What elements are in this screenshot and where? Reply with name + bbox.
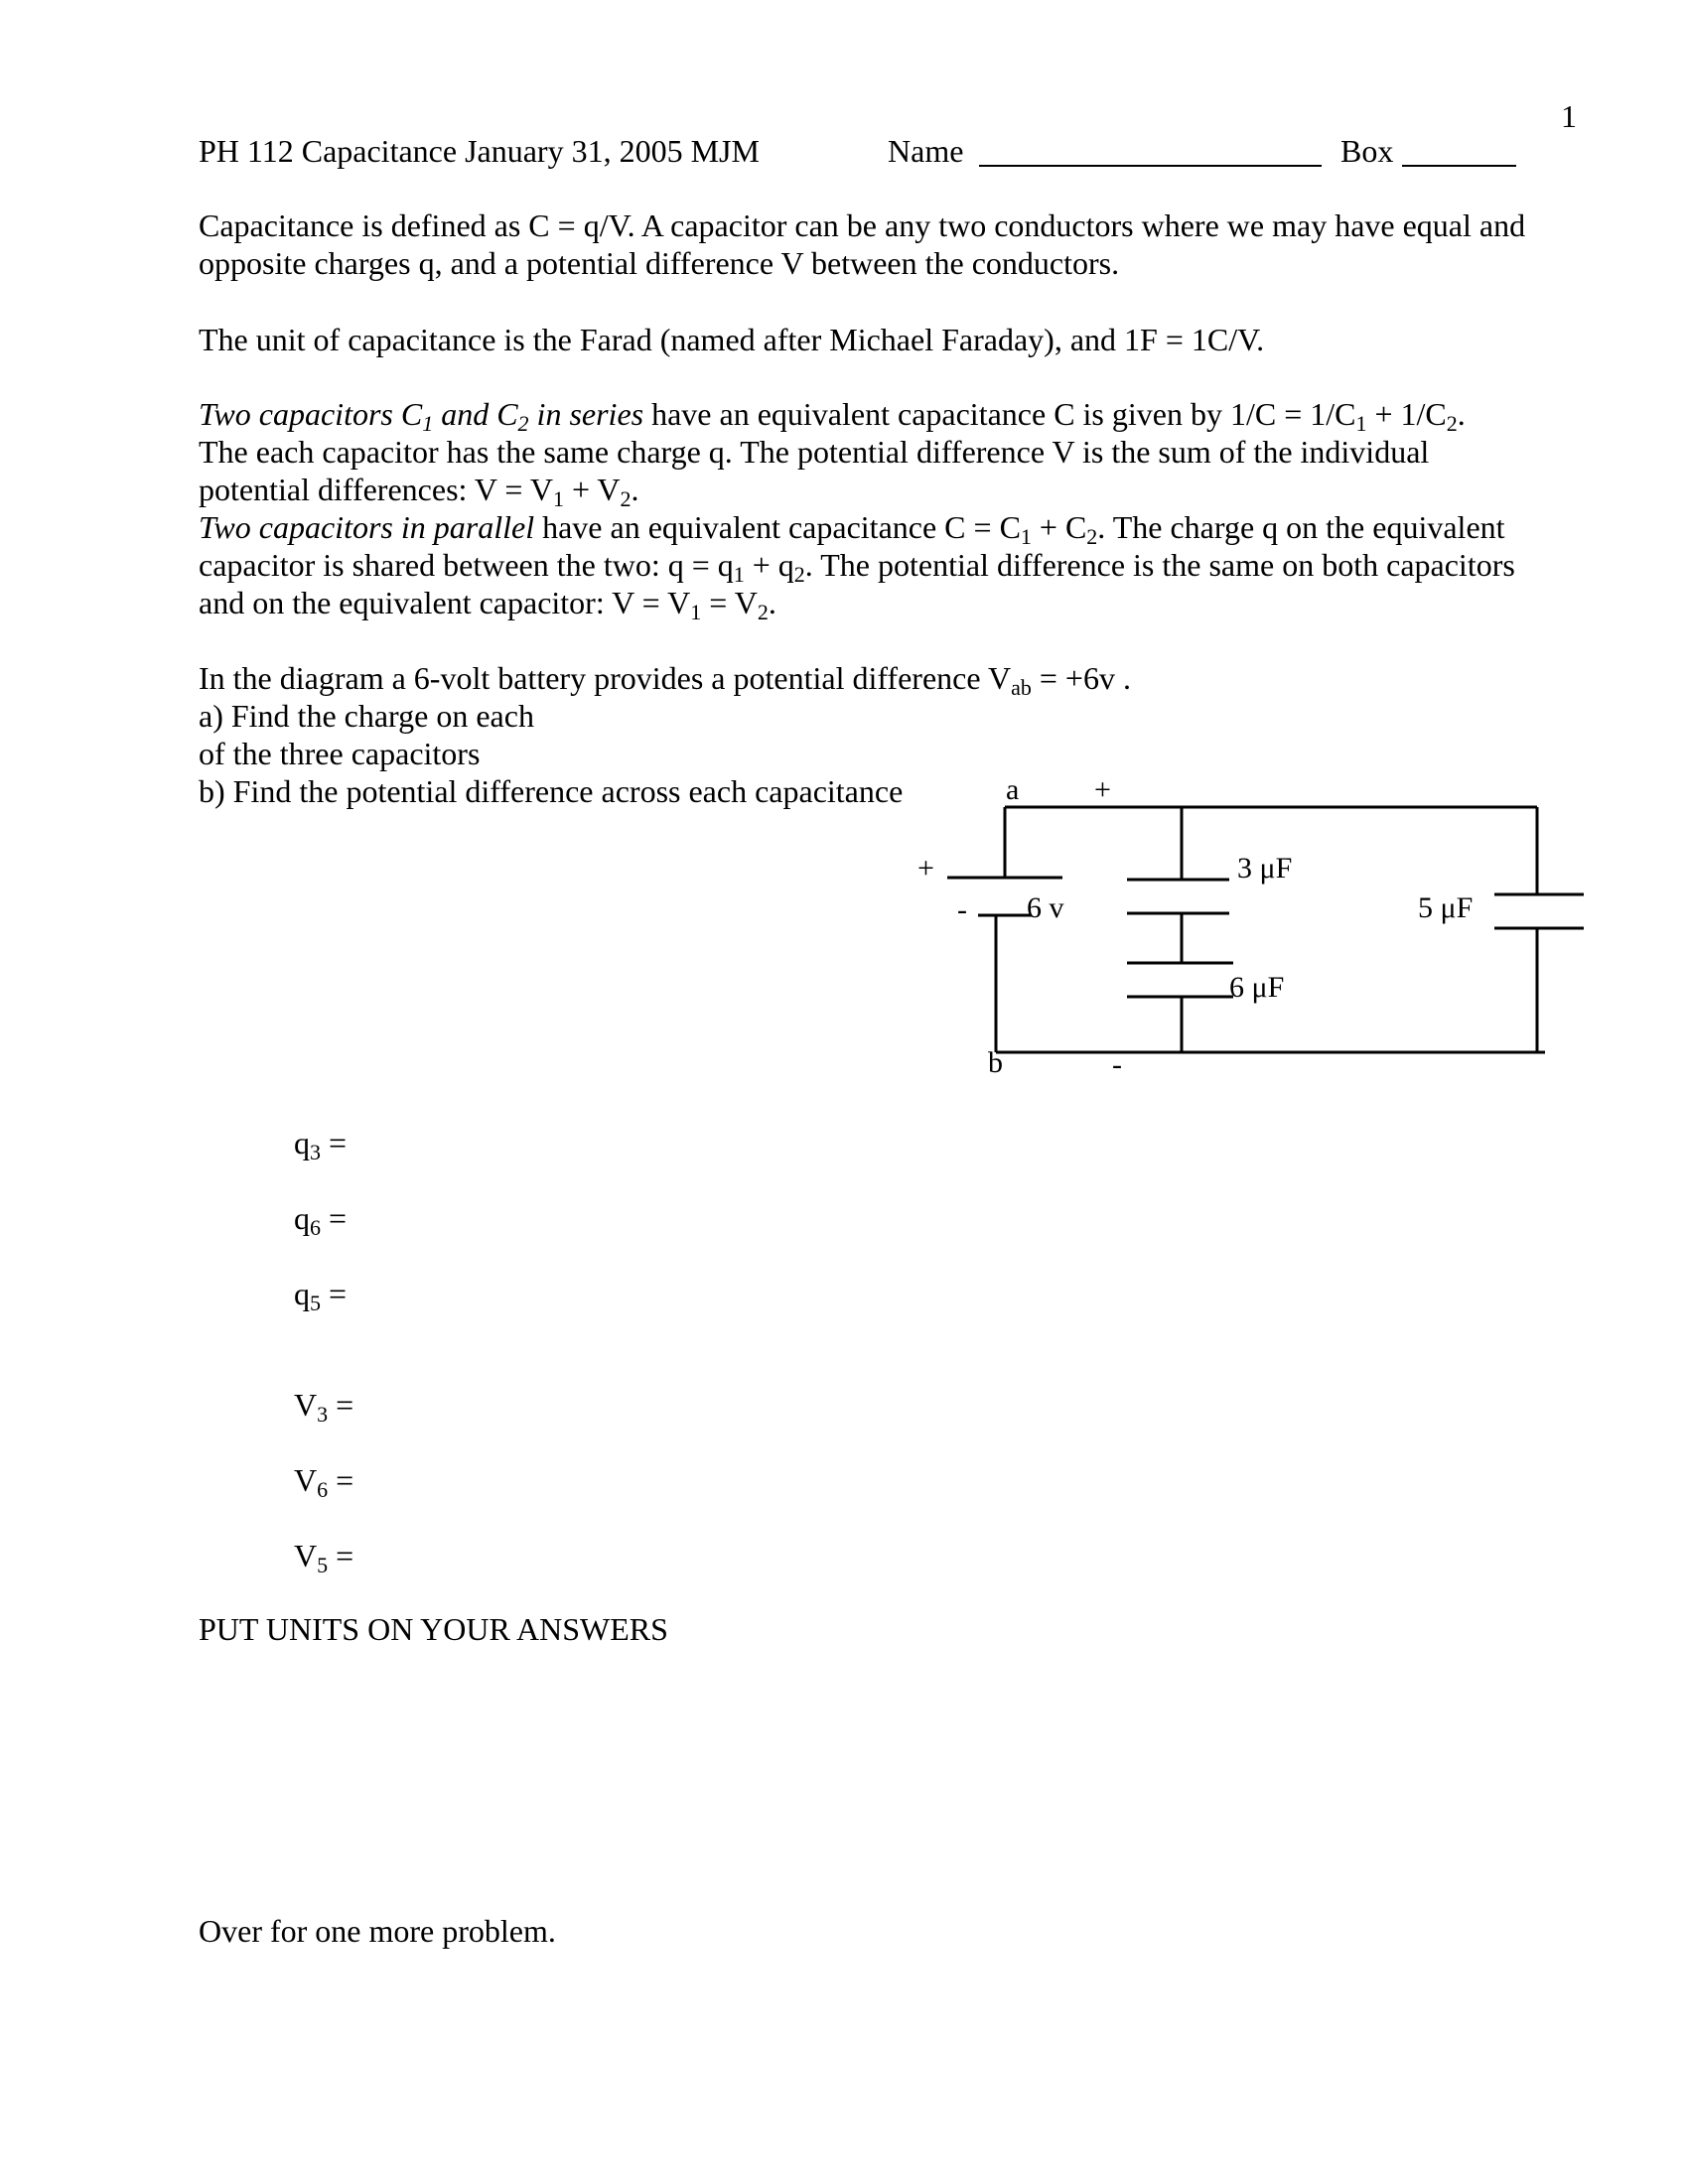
node-a-label: a — [1006, 773, 1020, 806]
intro-line-2: opposite charges q, and a potential difference V between the conductors. — [199, 245, 1120, 281]
box-label: Box — [1340, 133, 1394, 169]
cap5-label: 5 μF — [1418, 891, 1474, 924]
page-number: 1 — [1561, 98, 1577, 134]
top-plus-label: + — [1094, 773, 1111, 806]
problem-line-3: of the three capacitors — [199, 736, 481, 771]
problem-line-4: b) Find the potential difference across each capacitance — [199, 773, 904, 809]
parallel-line-3: and on the equivalent capacitor: $V = V_1 = V_2$. — [199, 585, 776, 624]
page-title: PH 112 Capacitance January 31, 2005 MJM — [199, 133, 760, 169]
cap3-label: 3 μF — [1237, 852, 1293, 885]
answer-q3: $q_3$ = — [294, 1125, 348, 1164]
battery-minus-label: - — [957, 893, 967, 926]
cap6-label: 6 μF — [1229, 971, 1285, 1004]
bottom-minus-label: - — [1112, 1048, 1122, 1081]
intro-line-1: Capacitance is defined as C = q/V. A capacitor can be any two conductors where we may have equal and — [199, 207, 1526, 243]
parallel-line-2: capacitor is shared between the two: $q = q_1 + q_2$. The potential difference is the same on both capacitors — [199, 547, 1515, 587]
answer-q5: $q_5$ = — [294, 1276, 348, 1315]
answer-q6: $q_6$ = — [294, 1200, 348, 1240]
answer-v3: $V_3$ = — [294, 1387, 354, 1427]
problem-line-1: In the diagram a 6-volt battery provides a potential difference $V_{ab} = +6v$ . — [199, 660, 1131, 700]
battery-plus-label: + — [917, 852, 934, 885]
problem-line-2: a) Find the charge on each — [199, 698, 534, 734]
series-line-2: The each capacitor has the same charge q. The potential difference V is the sum of the individual — [199, 434, 1430, 470]
series-line-3: potential differences: $V = V_1 + V_2$. — [199, 472, 639, 511]
units-note: PUT UNITS ON YOUR ANSWERS — [199, 1611, 668, 1647]
parallel-line-1: Two capacitors in parallel have an equivalent capacitance $C = C_1 + C_2$. The charge q on the equivalent — [199, 509, 1505, 549]
node-b-label: b — [988, 1046, 1003, 1079]
battery-label: 6 v — [1027, 891, 1064, 924]
series-line-1: Two capacitors $C_1$ and $C_2$ in series have an equivalent capacitance C is given by $1/C = 1/C_1 + 1/C_2$. — [199, 396, 1466, 436]
name-label: Name — [888, 133, 964, 169]
footer-note: Over for one more problem. — [199, 1913, 556, 1949]
unit-line: The unit of capacitance is the Farad (named after Michael Faraday), and 1F = 1C/V. — [199, 322, 1265, 357]
answer-v6: $V_6$ = — [294, 1462, 354, 1502]
answer-v5: $V_5$ = — [294, 1538, 354, 1577]
